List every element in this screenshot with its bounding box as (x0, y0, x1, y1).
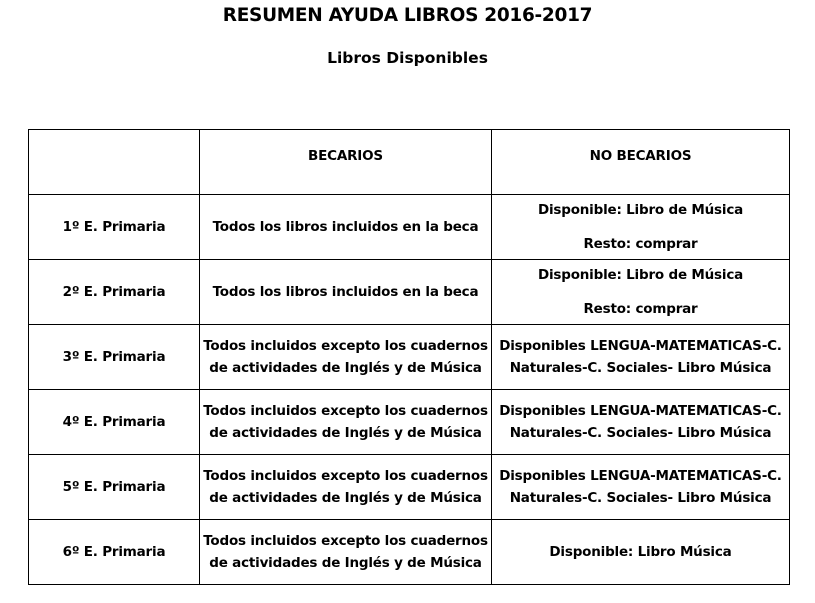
no-becarios-cell: Disponible: Libro Música (492, 520, 790, 585)
becarios-line: de actividades de Inglés y de Música (209, 490, 482, 506)
grade-cell: 6º E. Primaria (29, 520, 200, 585)
grade-cell: 5º E. Primaria (29, 455, 200, 520)
becarios-line: Todos incluidos excepto los cuadernos (203, 403, 488, 419)
no-becarios-line: Naturales-C. Sociales- Libro Música (509, 360, 772, 376)
header-cell-no-becarios: NO BECARIOS (492, 130, 790, 195)
no-becarios-line: Disponible: Libro de Música (537, 267, 744, 283)
summary-table (28, 129, 790, 585)
header-cell-grade (29, 130, 200, 195)
table-row (29, 260, 790, 325)
becarios-cell (200, 455, 492, 520)
page-title: RESUMEN AYUDA LIBROS 2016-2017 (222, 5, 593, 26)
becarios-cell: Todos los libros incluidos en la beca (200, 260, 492, 325)
becarios-cell (200, 520, 492, 585)
becarios-line: Todos incluidos excepto los cuadernos (203, 533, 488, 549)
no-becarios-line: Disponibles LENGUA-MATEMATICAS-C. (499, 468, 782, 484)
no-becarios-line: Naturales-C. Sociales- Libro Música (509, 490, 772, 506)
grade-cell: 1º E. Primaria (29, 195, 200, 260)
no-becarios-cell (492, 455, 790, 520)
table-row (29, 195, 790, 260)
no-becarios-line: Resto: comprar (583, 236, 698, 252)
grade-cell: 3º E. Primaria (29, 325, 200, 390)
no-becarios-cell (492, 325, 790, 390)
no-becarios-line: Naturales-C. Sociales- Libro Música (509, 425, 772, 441)
table-row (29, 325, 790, 390)
table-row (29, 455, 790, 520)
no-becarios-cell (492, 195, 790, 260)
no-becarios-line: Resto: comprar (583, 301, 698, 317)
table-row (29, 520, 790, 585)
becarios-line: de actividades de Inglés y de Música (209, 360, 482, 376)
grade-cell: 2º E. Primaria (29, 260, 200, 325)
no-becarios-cell (492, 260, 790, 325)
becarios-cell (200, 325, 492, 390)
header-cell-becarios: BECARIOS (200, 130, 492, 195)
no-becarios-line: Disponibles LENGUA-MATEMATICAS-C. (499, 403, 782, 419)
no-becarios-line: Disponibles LENGUA-MATEMATICAS-C. (499, 338, 782, 354)
no-becarios-line: Disponible: Libro de Música (537, 202, 744, 218)
page-subtitle: Libros Disponibles (327, 49, 488, 67)
becarios-line: Todos incluidos excepto los cuadernos (203, 338, 488, 354)
grade-cell: 4º E. Primaria (29, 390, 200, 455)
no-becarios-cell (492, 390, 790, 455)
table-row (29, 390, 790, 455)
becarios-line: Todos incluidos excepto los cuadernos (203, 468, 488, 484)
becarios-line: de actividades de Inglés y de Música (209, 555, 482, 571)
becarios-line: de actividades de Inglés y de Música (209, 425, 482, 441)
table-header-row (29, 130, 790, 195)
becarios-cell (200, 390, 492, 455)
becarios-cell: Todos los libros incluidos en la beca (200, 195, 492, 260)
